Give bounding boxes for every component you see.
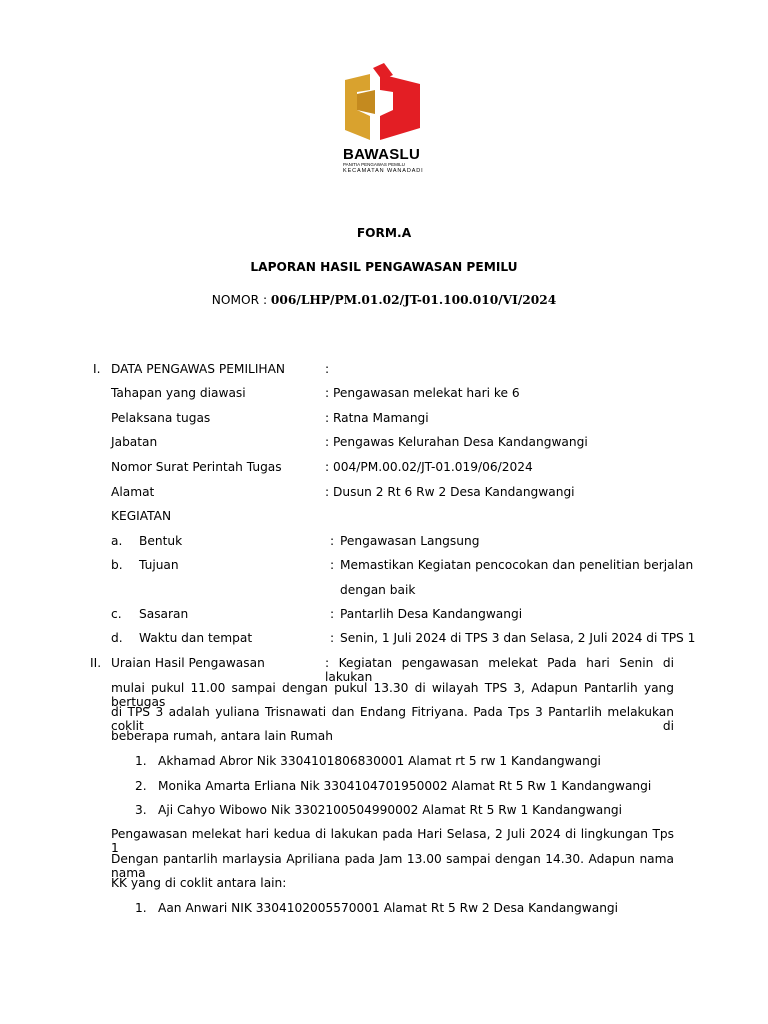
kegiatan-value-cont: dengan baik: [340, 583, 416, 597]
logo-gold-inner: [357, 90, 375, 114]
kegiatan-label: Bentuk: [139, 534, 183, 548]
row-label: Pelaksana tugas: [111, 411, 211, 425]
row-value: : Pengawas Kelurahan Desa Kandangwangi: [325, 435, 588, 449]
row-value: : Dusun 2 Rt 6 Rw 2 Desa Kandangwangi: [325, 485, 575, 499]
kegiatan-label: Waktu dan tempat: [139, 631, 253, 645]
row-label: Alamat: [111, 485, 155, 499]
section2-first-line: : Kegiatan pengawasan melekat Pada hari Senin di lakukan: [325, 656, 674, 684]
kegiatan-value: Pengawasan Langsung: [340, 534, 480, 548]
list-item: Monika Amarta Erliana Nik 3304104701950002 Alamat Rt 5 Rw 1 Kandangwangi: [158, 779, 652, 793]
kegiatan-label: Sasaran: [139, 607, 189, 621]
logo-red-panel: [380, 74, 420, 140]
section2-title: Uraian Hasil Pengawasan: [111, 656, 265, 670]
paragraph-line: di TPS 3 adalah yuliana Trisnawati dan Endang Fitriyana. Pada Tps 3 Pantarlih melakukan coklit di: [111, 705, 674, 733]
kegiatan-value: Memastikan Kegiatan pencocokan dan penelitian berjalan: [340, 558, 694, 572]
list-number: 1.: [135, 901, 147, 915]
paragraph-line: Dengan pantarlih marlaysia Apriliana pada Jam 13.00 sampai dengan 14.30. Adapun nama nama: [111, 852, 674, 880]
report-title: LAPORAN HASIL PENGAWASAN PEMILU: [250, 260, 518, 274]
logo-region: KECAMATAN WANADADI: [343, 168, 424, 174]
paragraph-line: mulai pukul 11.00 sampai dengan pukul 13.30 di wilayah TPS 3, Adapun Pantarlih yang bertugas: [111, 681, 674, 709]
logo-title: BAWASLU: [343, 146, 421, 163]
row-label: Jabatan: [111, 435, 158, 449]
list-number: 1.: [135, 754, 147, 768]
kegiatan-letter: d.: [111, 631, 123, 645]
kegiatan-label: Tujuan: [139, 558, 179, 572]
kegiatan-colon: :: [330, 534, 335, 548]
logo-text: [343, 146, 424, 174]
logo-subtitle: PANITIA PENGAWAS PEMILU: [343, 162, 405, 167]
row-value: : Pengawasan melekat hari ke 6: [325, 386, 520, 400]
row-label: Tahapan yang diawasi: [111, 386, 246, 400]
report-number: [0, 293, 768, 307]
list-number: 3.: [135, 803, 147, 817]
report-number-value: 006/LHP/PM.01.02/JT-01.100.010/VI/2024: [270, 293, 557, 307]
kegiatan-value: Pantarlih Desa Kandangwangi: [340, 607, 523, 621]
list-item: Aji Cahyo Wibowo Nik 3302100504990002 Alamat Rt 5 Rw 1 Kandangwangi: [158, 803, 623, 817]
section2-number: II.: [90, 656, 102, 670]
kegiatan-letter: c.: [111, 607, 122, 621]
list-number: 2.: [135, 779, 147, 793]
kegiatan-colon: :: [330, 631, 335, 645]
section1-number: I.: [93, 362, 101, 376]
kegiatan-letter: b.: [111, 558, 123, 572]
paragraph-line: Pengawasan melekat hari kedua di lakukan pada Hari Selasa, 2 Juli 2024 di lingkungan Tps 1: [111, 827, 674, 855]
paragraph-line: KK yang di coklit antara lain:: [111, 876, 287, 890]
kegiatan-value: Senin, 1 Juli 2024 di TPS 3 dan Selasa, 2 Juli 2024 di TPS 1: [340, 631, 696, 645]
kegiatan-letter: a.: [111, 534, 123, 548]
row-value: : 004/PM.00.02/JT-01.019/06/2024: [325, 460, 533, 474]
list-item: Akhamad Abror Nik 3304101806830001 Alamat rt 5 rw 1 Kandangwangi: [158, 754, 601, 768]
ballot-box-emblem-icon: [330, 62, 440, 148]
kegiatan-title: KEGIATAN: [111, 509, 172, 523]
report-number-label: NOMOR :: [211, 293, 271, 307]
kegiatan-colon: :: [330, 607, 335, 621]
form-label: FORM.A: [356, 226, 412, 240]
row-label: Nomor Surat Perintah Tugas: [111, 460, 282, 474]
kegiatan-colon: :: [330, 558, 335, 572]
section1-colon: :: [325, 362, 330, 376]
section1-title: DATA PENGAWAS PEMILIHAN: [111, 362, 286, 376]
row-value: : Ratna Mamangi: [325, 411, 429, 425]
list-item: Aan Anwari NIK 3304102005570001 Alamat Rt 5 Rw 2 Desa Kandangwangi: [158, 901, 619, 915]
paragraph-line: beberapa rumah, antara lain Rumah: [111, 729, 333, 743]
